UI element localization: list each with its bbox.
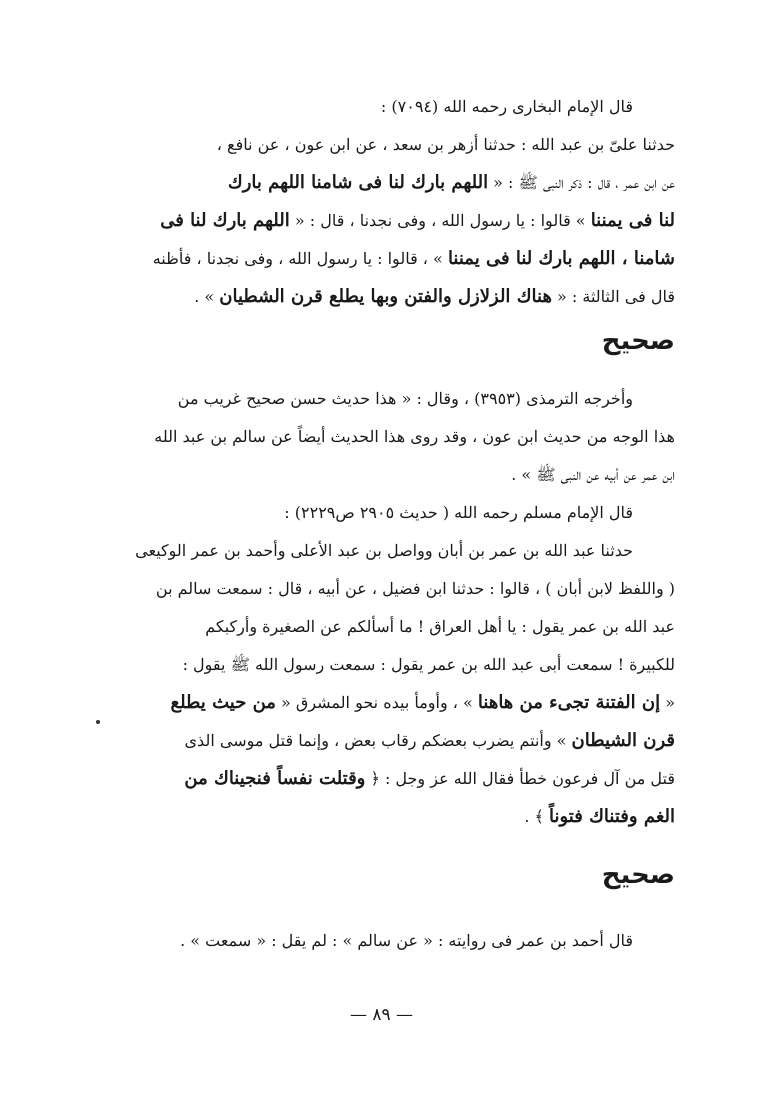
hadith-matn: هناك الزلازل والفتن وبها يطلع قرن الشطيان (219, 286, 552, 307)
muslim-line-6 (85, 722, 675, 760)
text-run: قتل من آل فرعون خطأ فقال الله عز وجل : ﴿ (365, 769, 675, 788)
bukhari-line-4 (85, 240, 675, 278)
muslim-line-2: ( واللفظ لابن أبان ) ، قالوا : حدثنا ابن فضيل ، عن أبيه ، قال : سمعت سالم بن (155, 579, 675, 598)
narration-note: قال أحمد بن عمر فى روايته : « عن سالم » : لم يقل : « سمعت » . (180, 931, 633, 950)
text-run: » وأنتم يضرب بعضكم رقاب بعض ، وإنما قتل موسى الذى (184, 731, 572, 750)
text-run: عن ابن عمر ، قال : ذكر النبى ﷺ : « (488, 173, 675, 192)
tirmidhi-line-3: ابن عمر عن أبيه عن النبى ﷺ » . (511, 465, 675, 484)
bukhari-line-2 (85, 164, 675, 202)
muslim-intro: قال الإمام مسلم رحمه الله ( حديث ٢٩٠٥ ص٢٢٢٩) : (284, 503, 633, 522)
text-run: » ، قالوا : يا رسول الله ، وفى نجدنا ، فأظنه (152, 249, 448, 268)
page-number: — ٨٩ — (349, 1005, 414, 1025)
margin-dot (96, 720, 100, 724)
text-run: « (660, 693, 675, 712)
hadith-matn: لنا فى يمننا (590, 210, 675, 231)
grade-label: صحيح (601, 326, 675, 356)
hadith-matn: من حيث يطلع (170, 692, 276, 713)
hadith-matn: قرن الشيطان (571, 730, 675, 751)
quran-verse: وقتلت نفساً فنجيناك من (184, 768, 366, 789)
text-run: » قالوا : يا رسول الله ، وفى نجدنا ، قال : « (289, 211, 591, 230)
text-run: » . (194, 287, 220, 306)
text-run: حدثنا علىّ بن عبد الله : حدثنا أزهر بن سعد ، عن ابن عون ، عن نافع ، (216, 135, 675, 154)
quran-verse: الغم وفتناك فتوناً (549, 806, 675, 827)
bukhari-intro: قال الإمام البخارى رحمه الله (٧٠٩٤) : (380, 97, 633, 116)
hadith-matn: شامنا ، اللهم بارك لنا فى يمننا (447, 248, 675, 269)
text-run: قال فى الثالثة : « (551, 287, 675, 306)
muslim-line-3: عبد الله بن عمر يقول : يا أهل العراق ! ما أسألكم عن الصغيرة وأركبكم (205, 617, 675, 636)
bukhari-line-5 (85, 278, 675, 316)
tirmidhi-line-2: هذا الوجه من حديث ابن عون ، وقد روى هذا الحديث أيضاً عن سالم بن عبد الله (154, 427, 675, 446)
muslim-line-5 (85, 684, 675, 722)
muslim-line-8 (85, 798, 675, 836)
page-body (85, 88, 675, 960)
tirmidhi-line-1: وأخرجه الترمذى (٣٩٥٣) ، وقال : « هذا حديث حسن صحيح غريب من (177, 389, 633, 408)
bukhari-line-3 (85, 202, 675, 240)
hadith-matn: اللهم بارك لنا فى (160, 210, 290, 231)
hadith-matn: إن الفتنة تجىء من هاهنا (477, 692, 661, 713)
muslim-line-1: حدثنا عبد الله بن عمر بن أبان وواصل بن عبد الأعلى وأحمد بن عمر الوكيعى (135, 541, 633, 560)
text-run: ﴾ . (524, 807, 549, 826)
muslim-line-4: للكبيرة ! سمعت أبى عبد الله بن عمر يقول : سمعت رسول الله ﷺ يقول : (182, 655, 675, 674)
text-run: » ، وأومأ بيده نحو المشرق « (275, 693, 478, 712)
hadith-matn: اللهم بارك لنا فى شامنا اللهم بارك (227, 172, 489, 193)
grade-label: صحيح (601, 860, 675, 890)
bukhari-line-1 (85, 126, 675, 164)
muslim-line-7 (85, 760, 675, 798)
